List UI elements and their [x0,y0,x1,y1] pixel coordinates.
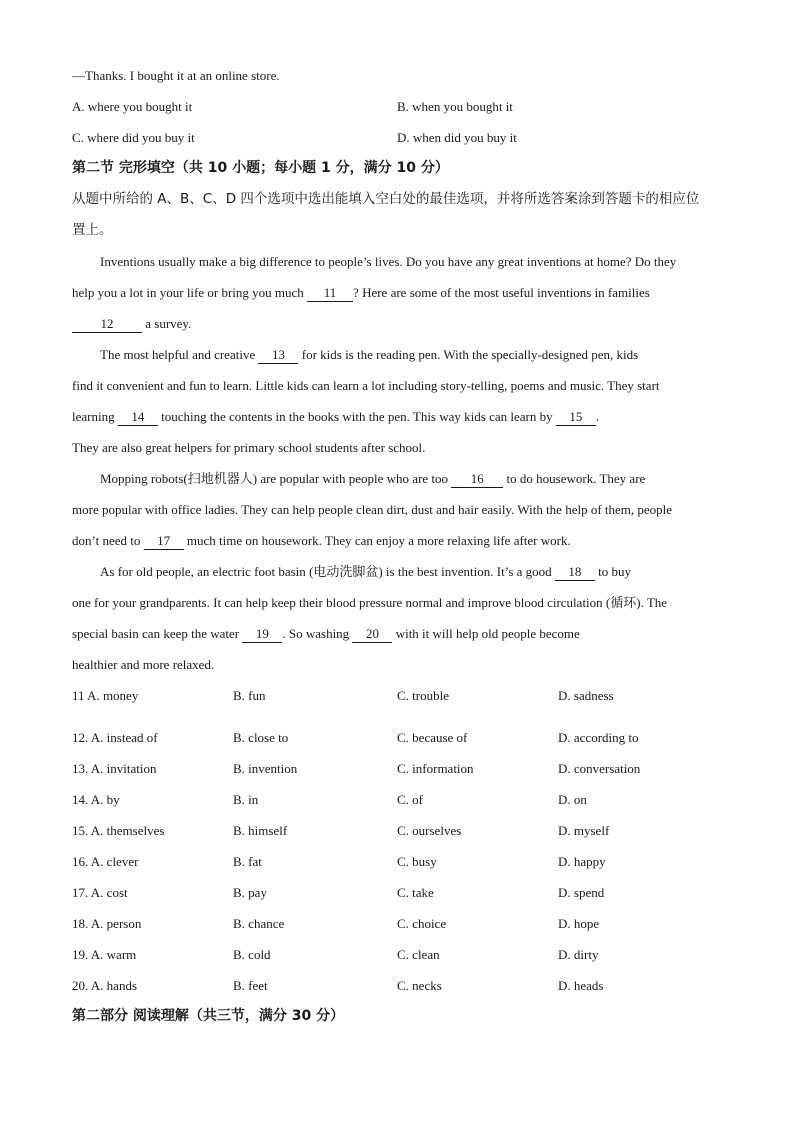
passage-text: to buy [594,564,632,579]
passage-line: one for your grandparents. It can help keep their blood pressure normal and improve blood circulation (循环). The [72,595,668,610]
passage-text: . So washing [282,626,353,641]
passage-text: much time on housework. They can enjoy a more relaxing life after work. [183,533,571,548]
passage-text: learning [72,409,118,424]
blank-14: 14 [118,409,158,426]
passage-text: help you a lot in your life or bring you much [72,285,308,300]
passage-line [72,463,724,494]
option-a: 15. A. themselves [72,823,165,838]
passage-text: touching the contents in the books with the pen. This way kids can learn by [157,409,556,424]
passage-line: more popular with office ladies. They can help people clean dirt, dust and hair easily. With the help of them, people [72,502,673,517]
passage-line [72,618,724,649]
passage-text: don’t need to [72,533,144,548]
option-b: B. in [233,792,259,807]
exam-page [72,60,724,1032]
question-row [72,680,724,711]
prev-option-a: A. where you bought it [72,99,193,114]
blank-19: 19 [242,626,282,643]
passage-text: The most helpful and creative [100,347,259,362]
passage-text: for kids is the reading pen. With the specially-designed pen, kids [298,347,639,362]
passage-line [72,277,724,308]
spacer [72,711,724,722]
question-row [72,970,724,1001]
option-d: D. hope [558,916,600,931]
option-a: 12. A. instead of [72,730,158,745]
option-b: B. cold [233,947,271,962]
option-c: C. necks [397,978,442,993]
question-row [72,815,724,846]
passage-line [72,401,724,432]
prev-answer-line: —Thanks. I bought it at an online store. [72,68,280,83]
option-a: 11 A. money [72,688,139,703]
option-c: C. information [397,761,474,776]
passage-text: . [595,409,600,424]
prev-option-b: B. when you bought it [397,99,513,114]
option-a: 17. A. cost [72,885,128,900]
option-d: D. spend [558,885,605,900]
question-row [72,722,724,753]
option-c: C. take [397,885,434,900]
option-d: D. dirty [558,947,599,962]
blank-12: 12 [72,316,142,333]
question-row [72,846,724,877]
question-row [72,939,724,970]
option-d: D. according to [558,730,639,745]
passage-text: to do housework. They are [503,471,646,486]
prev-options-row-2 [72,122,724,153]
option-d: D. on [558,792,587,807]
question-row [72,877,724,908]
option-b: B. chance [233,916,285,931]
option-b: B. fat [233,854,262,869]
passage-text: with it will help old people become [392,626,580,641]
blank-13: 13 [258,347,298,364]
option-d: D. heads [558,978,604,993]
option-a: 16. A. clever [72,854,139,869]
passage-line [72,525,724,556]
option-c: C. clean [397,947,440,962]
option-b: B. himself [233,823,288,838]
option-c: C. of [397,792,423,807]
passage-text: Mopping robots(扫地机器人) are popular with people who are too [100,471,452,486]
option-c: C. busy [397,854,437,869]
option-c: C. because of [397,730,468,745]
option-a: 18. A. person [72,916,142,931]
passage-line: healthier and more relaxed. [72,657,215,672]
prev-options-row-1 [72,91,724,122]
passage-line: find it convenient and fun to learn. Little kids can learn a lot including story-telling, poems and music. They start [72,378,660,393]
option-a: 13. A. invitation [72,761,157,776]
passage-line [72,308,724,339]
option-c: C. choice [397,916,447,931]
blank-16: 16 [451,471,503,488]
passage-text: As for old people, an electric foot basin (电动洗脚盆) is the best invention. It’s a good [100,564,555,579]
question-row [72,784,724,815]
option-a: 14. A. by [72,792,120,807]
passage-line: Inventions usually make a big difference to people’s lives. Do you have any great inventions at home? Do they [100,254,677,269]
passage-line: They are also great helpers for primary school students after school. [72,440,426,455]
part2-title: 第二部分 阅读理解（共三节，满分 30 分） [72,1008,345,1024]
blank-17: 17 [144,533,184,550]
blank-20: 20 [352,626,392,643]
option-d: D. conversation [558,761,641,776]
blank-11: 11 [307,285,353,302]
blank-15: 15 [556,409,596,426]
section2-title: 第二节 完形填空（共 10 小题；每小题 1 分，满分 10 分） [72,160,449,176]
option-d: D. myself [558,823,610,838]
section2-instruction-2: 置上。 [72,222,113,238]
question-row [72,753,724,784]
prev-option-c: C. where did you buy it [72,130,195,145]
passage-text: special basin can keep the water [72,626,243,641]
blank-18: 18 [555,564,595,581]
option-b: B. pay [233,885,267,900]
section2-instruction-1: 从题中所给的 A、B、C、D 四个选项中选出能填入空白处的最佳选项，并将所选答案涂到答题卡的相应位 [72,191,700,207]
passage-line [72,556,724,587]
passage-line [72,339,724,370]
option-a: 20. A. hands [72,978,137,993]
passage-text: a survey. [142,316,192,331]
option-a: 19. A. warm [72,947,137,962]
option-d: D. happy [558,854,606,869]
passage-text: ? Here are some of the most useful inventions in families [353,285,650,300]
option-b: B. fun [233,688,266,703]
option-c: C. trouble [397,688,449,703]
prev-option-d: D. when did you buy it [397,130,517,145]
question-row [72,908,724,939]
option-b: B. feet [233,978,268,993]
option-b: B. invention [233,761,298,776]
option-d: D. sadness [558,688,614,703]
option-c: C. ourselves [397,823,462,838]
option-b: B. close to [233,730,289,745]
